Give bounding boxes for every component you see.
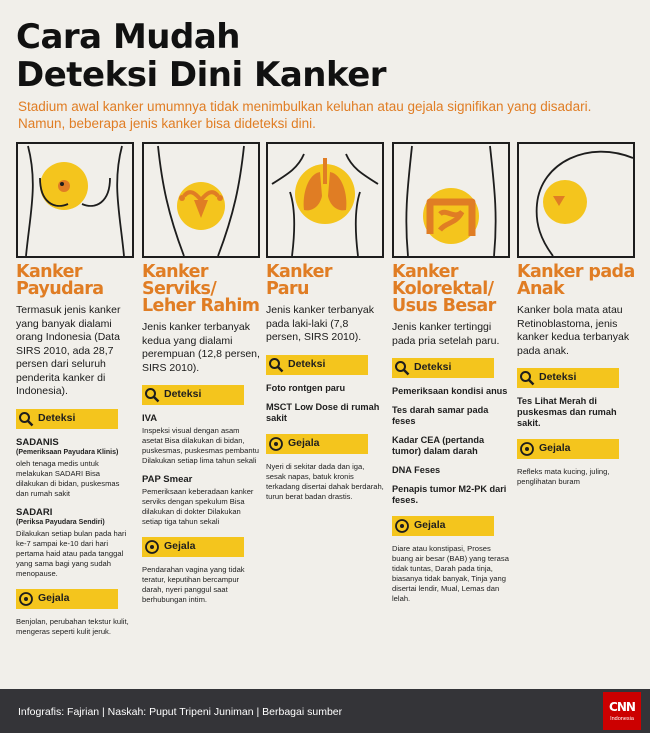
logo-wordmark: CNN xyxy=(609,700,635,714)
cancer-description: Kanker bola mata atau Retinoblastoma, jenis kanker kedua terbanyak pada anak. xyxy=(517,304,630,357)
title-line-2: Deteksi Dini Kanker xyxy=(16,55,387,95)
symptom-text: Benjolan, perubahan tekstur kulit, mengeras seperti kulit jeruk. xyxy=(16,616,129,636)
logo-subtext: Indonesia xyxy=(610,716,634,722)
detection-item-subtitle: (Pemeriksaan Payudara Klinis) xyxy=(16,448,119,456)
footer-bar xyxy=(0,689,650,733)
magnifier-icon xyxy=(394,360,410,376)
gejala-header xyxy=(16,589,118,609)
cervix-illustration xyxy=(142,142,260,258)
cancer-name-line: Anak xyxy=(517,279,565,299)
stethoscope-icon xyxy=(268,436,284,452)
child-head-illustration xyxy=(517,142,635,258)
cancer-description: Jenis kanker terbanyak kedua yang dialami perempuan (12,8 persen, SIRS 2010). xyxy=(142,321,260,374)
detection-item-title: IVA xyxy=(142,413,158,424)
detection-list xyxy=(517,396,635,429)
cnn-indonesia-logo xyxy=(603,692,641,730)
cancer-description: Jenis kanker tertinggi pada pria setelah paru. xyxy=(392,321,500,347)
detection-item-subtitle: (Periksa Payudara Sendiri) xyxy=(16,518,105,526)
detection-list xyxy=(392,386,510,506)
column-lung-cancer xyxy=(266,142,384,502)
gejala-label: Gejala xyxy=(38,591,70,604)
detection-item: Pemeriksaan kondisi anus xyxy=(392,386,508,396)
detection-item: MSCT Low Dose di rumah sakit xyxy=(266,401,380,423)
column-breast-cancer xyxy=(16,142,134,637)
cancer-name xyxy=(266,264,384,298)
symptom-text: Diare atau konstipasi, Proses buang air besar (BAB) yang terasa tidak tuntas, Darah pada tinja, biasanya tidak banyak, Tinja yang disertai lendir, Mual, Lemas dan lelah. xyxy=(392,544,509,603)
magnifier-icon xyxy=(18,411,34,427)
symptom-text: Refleks mata kucing, juling, penglihatan buram xyxy=(517,467,610,486)
subtitle: Stadium awal kanker umumnya tidak menimbulkan keluhan atau gejala signifikan yang disadari. Namun, beberapa jenis kanker bisa dideteksi dini. xyxy=(18,99,592,131)
detection-item: Foto rontgen paru xyxy=(266,382,346,393)
gejala-label: Gejala xyxy=(164,540,196,552)
cancer-name-line: Kolorektal/ xyxy=(392,279,494,299)
deteksi-label: Deteksi xyxy=(38,411,76,424)
page-title xyxy=(16,18,386,94)
breast-illustration xyxy=(16,142,134,258)
stethoscope-icon xyxy=(18,591,34,607)
deteksi-header xyxy=(266,355,368,375)
title-line-1: Cara Mudah xyxy=(16,17,240,57)
column-child-cancer xyxy=(517,142,635,487)
deteksi-label: Deteksi xyxy=(539,371,577,383)
column-cervical-cancer xyxy=(142,142,260,605)
detection-item: Kadar CEA (pertanda tumor) dalam darah xyxy=(392,435,485,456)
cancer-name-line: Kanker xyxy=(16,262,82,282)
cancer-name-line: Leher Rahim xyxy=(142,296,260,316)
credits-text: Infografis: Fajrian | Naskah: Puput Tripeni Juniman | Berbagai sumber xyxy=(18,706,343,718)
cancer-description: Termasuk jenis kanker yang banyak dialami orang Indonesia (Data SIRS 2010, ada 28,7 persen dari seluruh penderita kanker di Indonesia). xyxy=(16,304,121,397)
detection-list xyxy=(266,383,384,424)
cancer-name-line: Usus Besar xyxy=(392,296,496,316)
deteksi-header xyxy=(16,409,118,429)
deteksi-label: Deteksi xyxy=(288,357,326,370)
stethoscope-icon xyxy=(519,441,535,457)
detection-item: Penapis tumor M2-PK dari feses. xyxy=(392,484,507,505)
cancer-name-line: Serviks/ xyxy=(142,279,217,299)
symptom-text: Pendarahan vagina yang tidak teratur, keputihan bercampur darah, nyeri panggul saat berhubungan intim. xyxy=(142,565,245,604)
cancer-name-line: Payudara xyxy=(16,279,104,299)
gejala-header xyxy=(392,516,494,536)
detection-item: Tes Lihat Merah di puskesmas dan rumah sakit. xyxy=(517,396,617,428)
magnifier-icon xyxy=(144,387,160,403)
symptom-text: Nyeri di sekitar dada dan iga, sesak napas, batuk kronis terkadang disertai dahak berdarah, turun berat badan drastis. xyxy=(266,461,384,501)
gejala-header xyxy=(517,439,619,459)
magnifier-icon xyxy=(519,370,535,386)
gejala-label: Gejala xyxy=(539,442,571,454)
detection-item-text: Inspeksi visual dengan asam asetat Bisa dilakukan di bidan, puskesmas, puskesmas pembantu Dilakukan setiap lima tahun sekali xyxy=(142,426,259,465)
colon-illustration xyxy=(392,142,510,258)
gejala-header xyxy=(142,537,244,557)
lung-illustration xyxy=(266,142,384,258)
detection-item-title: PAP Smear xyxy=(142,474,193,485)
cancer-description: Jenis kanker terbanyak pada laki-laki (7,8 persen, SIRS 2010). xyxy=(266,304,374,343)
cancer-name-line: Kanker pada xyxy=(517,262,635,282)
gejala-label: Gejala xyxy=(414,519,446,531)
cancer-name xyxy=(392,264,510,315)
detection-item-title: SADARI xyxy=(16,506,53,518)
detection-item-text: oleh tenaga medis untuk melakukan SADARI Bisa dilakukan di bidan, puskesmas dan rumah sakit xyxy=(16,458,120,498)
cancer-name xyxy=(142,264,260,315)
deteksi-label: Deteksi xyxy=(414,361,452,373)
deteksi-header xyxy=(142,385,244,405)
magnifier-icon xyxy=(268,357,284,373)
cancer-name-line: Kanker xyxy=(142,262,208,282)
gejala-label: Gejala xyxy=(288,436,320,449)
stethoscope-icon xyxy=(144,539,160,555)
cancer-name xyxy=(16,264,134,298)
gejala-header xyxy=(266,434,368,454)
column-colorectal-cancer xyxy=(392,142,510,604)
cancer-name-line: Kanker xyxy=(266,262,332,282)
cancer-name xyxy=(517,264,635,298)
detection-item-text: Pemeriksaan keberadaan kanker serviks dengan spekulum Bisa dilakukan di dokter Dilakukan setiap tiga tahun sekali xyxy=(142,487,254,526)
cancer-name-line: Paru xyxy=(266,279,309,299)
deteksi-label: Deteksi xyxy=(164,388,202,400)
deteksi-header xyxy=(392,358,494,378)
stethoscope-icon xyxy=(394,518,410,534)
detection-item: Tes darah samar pada feses xyxy=(392,405,489,426)
detection-item: DNA Feses xyxy=(392,465,441,475)
deteksi-header xyxy=(517,368,619,388)
detection-item-text: Dilakukan setiap bulan pada hari ke-7 sampai ke-10 dari hari pertama haid atau pada tanggal yang sama bagi yang sudah menopause. xyxy=(16,528,127,578)
cancer-name-line: Kanker xyxy=(392,262,458,282)
detection-item-title: SADANIS xyxy=(16,436,59,448)
